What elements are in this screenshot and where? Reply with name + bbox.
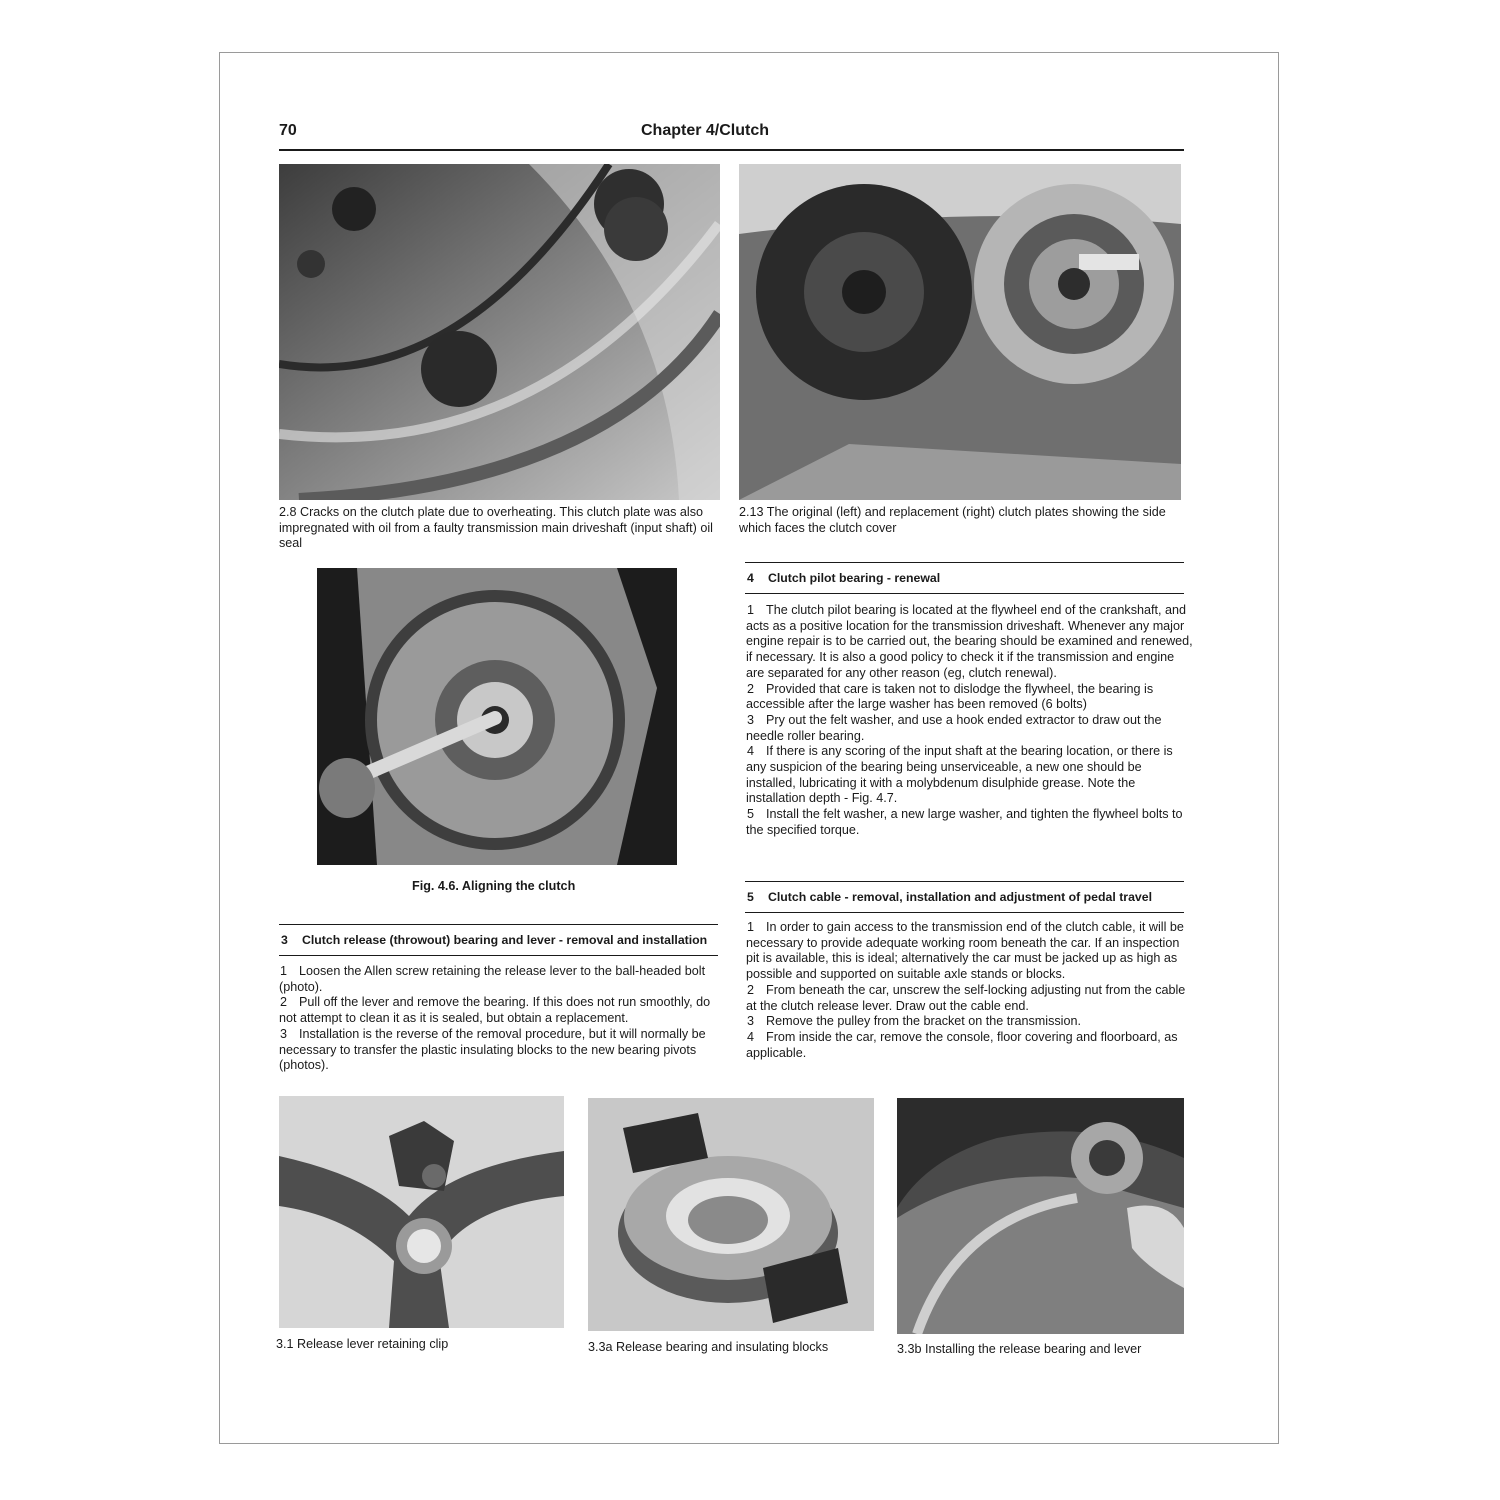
section-heading-3: [279, 924, 718, 956]
section-title: Clutch release (throwout) bearing and lever - removal and installation: [302, 933, 708, 947]
paragraph-text: Installation is the reverse of the removal procedure, but it will normally be necessary to transfer the plastic insulating blocks to the new bearing pivots (photos).: [279, 1026, 706, 1073]
paragraph-number: 1: [280, 964, 288, 978]
caption-3-1: 3.1 Release lever retaining clip: [276, 1337, 449, 1351]
section-title: Clutch cable - removal, installation and adjustment of pedal travel: [768, 890, 1153, 904]
paragraph-text: Provided that care is taken not to dislodge the flywheel, the bearing is accessible after the large washer has been removed (6 bolts): [746, 681, 1154, 712]
photo-aligning-the-clutch-image: [317, 568, 677, 865]
paragraph: [746, 682, 1194, 713]
paragraph: [746, 1014, 1186, 1030]
paragraph-text: Install the felt washer, a new large washer, and tighten the flywheel bolts to the specified torque.: [746, 807, 1183, 837]
section-3-body: [279, 964, 719, 1074]
paragraph-text: The clutch pilot bearing is located at the flywheel end of the crankshaft, and acts as a positive location for the transmission driveshaft. Whenever any major engine repair is to be carried out, the bearing should be examined and renewed, if necessary. It is also a good policy to check it if the transmission and engine are separated for any other reason (eg, clutch renewal).: [746, 603, 1193, 680]
photo-release-lever-retaining-clip-image: [279, 1096, 564, 1328]
paragraph-text: In order to gain access to the transmission end of the clutch cable, it will be necessary to provide adequate working room beneath the car. If an inspection pit is available, this is ideal; alternatively the car must be jacked up as high as possible and supported on suitable axle stands or blocks.: [746, 920, 1184, 982]
photo-release-bearing-and-insulating-blocks: [588, 1098, 874, 1331]
paragraph: [746, 744, 1194, 807]
paragraph-number: 3: [747, 1014, 755, 1029]
page-number: 70: [279, 122, 297, 139]
photo-original-and-replacement-plates: [739, 164, 1181, 500]
section-number: 3: [281, 933, 288, 947]
paragraph-number: 3: [280, 1026, 288, 1041]
photo-cracked-clutch-plate: [279, 164, 720, 500]
caption-3-3a: 3.3a Release bearing and insulating blocks: [588, 1340, 829, 1354]
paragraph: [746, 807, 1194, 838]
caption-2-13: 2.13 The original (left) and replacement (right) clutch plates showing the side which faces the clutch cover: [739, 505, 1166, 535]
paragraph: [746, 920, 1186, 983]
paragraph-number: 5: [747, 807, 755, 822]
paragraph: [746, 1030, 1186, 1061]
paragraph: [279, 964, 719, 995]
paragraph-number: 1: [747, 920, 755, 934]
paragraph: [279, 995, 719, 1026]
photo-aligning-the-clutch: [317, 568, 677, 865]
section-number: 5: [747, 890, 754, 904]
section-4-body: [746, 603, 1194, 839]
caption-3-3b: 3.3b Installing the release bearing and lever: [897, 1342, 1142, 1356]
section-heading-5: [745, 881, 1184, 913]
paragraph-number: 4: [747, 744, 755, 759]
paragraph-number: 2: [747, 681, 755, 696]
section-number: 4: [747, 571, 754, 585]
chapter-title: Chapter 4/Clutch: [641, 122, 770, 139]
paragraph-text: Pry out the felt washer, and use a hook ended extractor to draw out the needle roller bearing.: [746, 712, 1162, 743]
paragraph-text: From inside the car, remove the console, floor covering and floorboard, as applicable.: [746, 1029, 1178, 1060]
paragraph: [746, 983, 1186, 1014]
paragraph-text: From beneath the car, unscrew the self-locking adjusting nut from the cable at the clutch release lever. Draw out the cable end.: [746, 982, 1186, 1013]
photo-release-lever-retaining-clip: [279, 1096, 564, 1328]
photo-original-and-replacement-plates-image: [739, 164, 1181, 500]
paragraph: [279, 1027, 719, 1074]
paragraph-text: If there is any scoring of the input shaft at the bearing location, or there is any suspicion of the bearing being unserviceable, a new one should be installed, lubricating it with a molybdenum disulphide grease. Note the installation depth - Fig. 4.7.: [746, 744, 1173, 806]
paragraph-number: 2: [280, 995, 288, 1010]
paragraph-text: Loosen the Allen screw retaining the release lever to the ball-headed bolt (photo).: [279, 964, 706, 994]
section-title: Clutch pilot bearing - renewal: [768, 571, 941, 585]
caption-2-8: 2.8 Cracks on the clutch plate due to overheating. This clutch plate was also impregnated with oil from a faulty transmission main driveshaft (input shaft) oil seal: [279, 505, 713, 551]
paragraph-number: 2: [747, 982, 755, 997]
paragraph-text: Remove the pulley from the bracket on the transmission.: [766, 1014, 1081, 1029]
header-rule: [279, 149, 1184, 151]
photo-installing-release-bearing-and-lever: [897, 1098, 1184, 1334]
figure-caption-4-6: Fig. 4.6. Aligning the clutch: [412, 879, 576, 893]
section-heading-4: [745, 562, 1184, 594]
paragraph-number: 3: [747, 712, 755, 727]
photo-installing-release-bearing-and-lever-image: [897, 1098, 1184, 1334]
paragraph: [746, 713, 1194, 744]
paragraph: [746, 603, 1194, 682]
photo-release-bearing-and-insulating-blocks-image: [588, 1098, 874, 1331]
photo-cracked-clutch-plate-image: [279, 164, 720, 500]
paragraph-number: 4: [747, 1029, 755, 1044]
paragraph-text: Pull off the lever and remove the bearing. If this does not run smoothly, do not attempt to clean it as it is sealed, but obtain a replacement.: [279, 995, 711, 1026]
paragraph-number: 1: [747, 603, 755, 617]
section-5-body: [746, 920, 1186, 1061]
